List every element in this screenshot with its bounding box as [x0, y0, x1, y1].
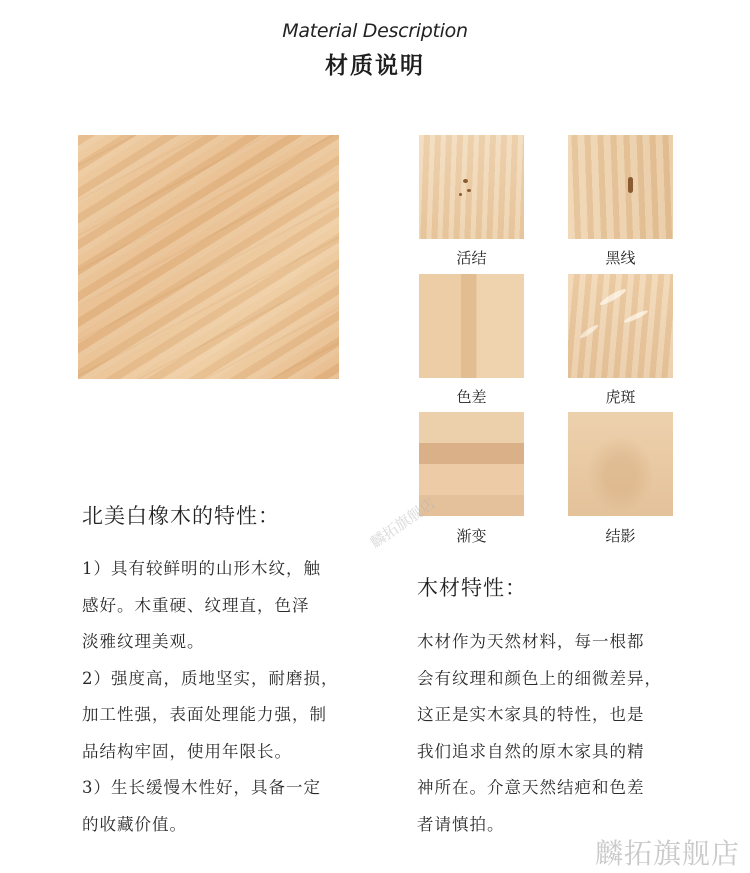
wood-line: 者请慎拍。 [417, 814, 505, 834]
sample-label-knot-shadow: 结影 [605, 527, 636, 545]
title-english: Material Description [282, 20, 468, 42]
wood-line: 神所在。介意天然结疤和色差 [417, 778, 645, 797]
sample-label-gradient: 渐变 [456, 527, 487, 545]
oak-line: 3）生长缓慢木性好，具备一定 [82, 778, 321, 797]
title-chinese: 材质说明 [325, 53, 425, 79]
oak-characteristics-heading: 北美白橡木的特性： [82, 504, 280, 528]
live-knot-sample-image [419, 135, 524, 239]
sample-label-live-knot: 活结 [456, 249, 487, 267]
oak-line: 品结构牢固，使用年限长。 [82, 741, 292, 761]
oak-wood-sample-image [78, 135, 339, 379]
sample-label-tiger-stripe: 虎斑 [605, 388, 636, 406]
wood-line: 木材作为天然材料，每一根都 [417, 632, 645, 651]
oak-line: 感好。木重硬、纹理直，色泽 [82, 595, 310, 615]
oak-characteristics-text [82, 551, 372, 843]
sample-label-color-difference: 色差 [456, 388, 487, 406]
black-line-sample-image [568, 135, 673, 239]
color-difference-sample-image [419, 274, 524, 378]
wood-characteristics-heading: 木材特性： [417, 576, 527, 600]
tiger-stripe-sample-image [568, 274, 673, 378]
oak-line: 淡雅纹理美观。 [82, 632, 205, 651]
center-watermark: 麟拓旗舰店 [366, 494, 439, 552]
wood-characteristics-text [417, 624, 707, 843]
oak-line: 加工性强，表面处理能力强，制 [82, 705, 327, 724]
gradient-sample-image [419, 412, 524, 516]
wood-line: 我们追求自然的原木家具的精 [417, 741, 645, 761]
wood-line: 这正是实木家具的特性，也是 [417, 705, 645, 724]
oak-line: 2）强度高，质地坚实，耐磨损， [82, 668, 339, 688]
wood-line: 会有纹理和颜色上的细微差异， [417, 668, 662, 688]
oak-line: 1）具有较鲜明的山形木纹，触 [82, 559, 321, 578]
knot-shadow-sample-image [568, 412, 673, 516]
sample-label-black-line: 黑线 [605, 249, 636, 267]
store-watermark: 麟拓旗舰店 [594, 837, 740, 870]
oak-line: 的收藏价值。 [82, 814, 187, 834]
